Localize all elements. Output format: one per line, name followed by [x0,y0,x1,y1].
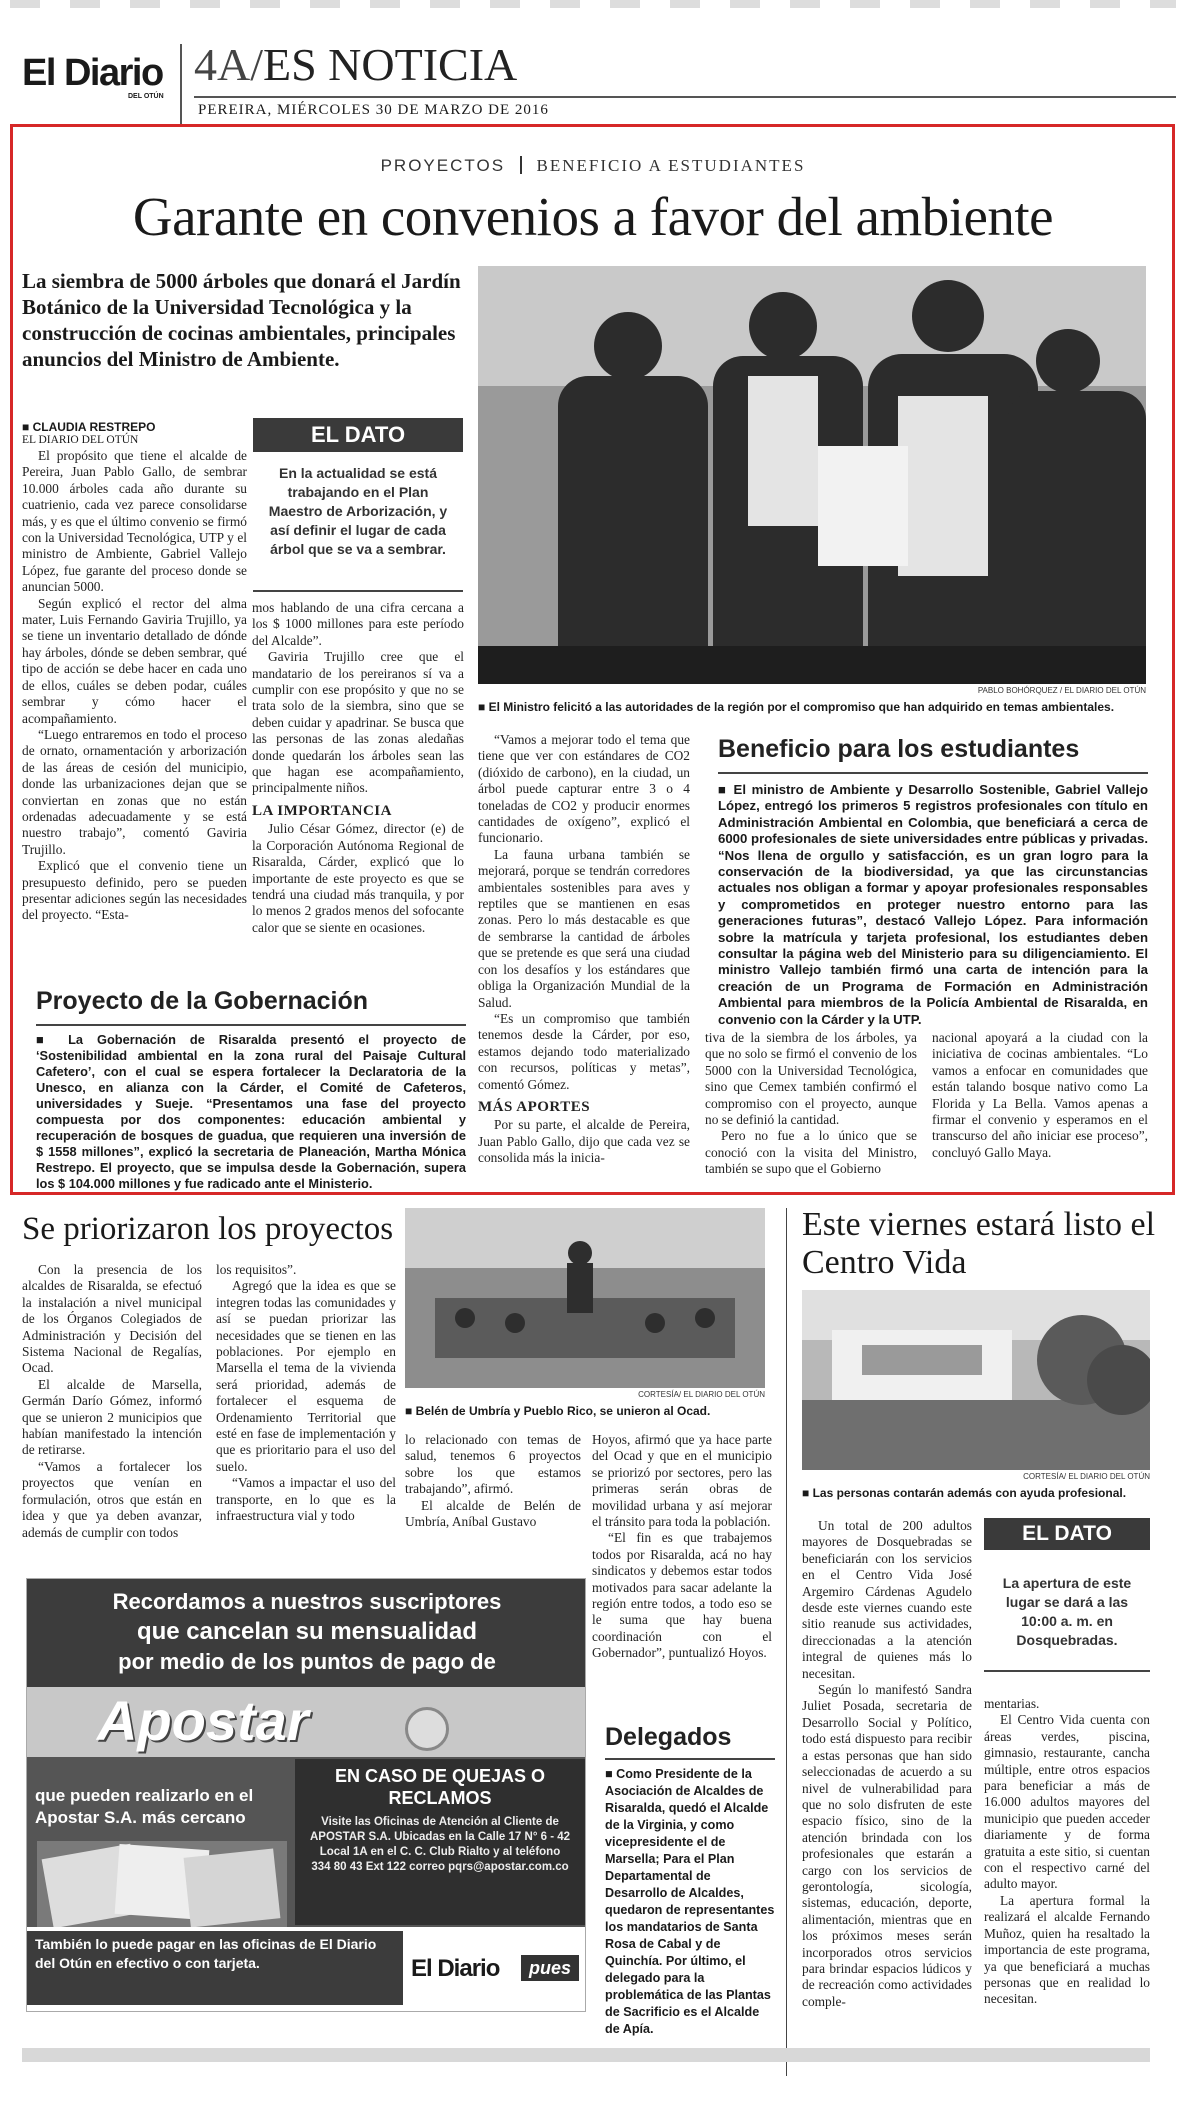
paragraph: “Luego entraremos en todo el proceso de ornato, ornamentación y arborización de las áreas de cesión del municipio, donde las urbanizaciones dejan que se conviertan en zonas que no están ordenadas adecuadamente y se está nuestro trabajo”, comentó Gaviria Trujillo. [22,726,247,857]
main-column-2 [252,600,464,936]
paragraph: Julio César Gómez, director (e) de la Corporación Autónoma Regional de Risaralda, Cárder, explicó que lo importante de este proyecto es que se tendrá una ciudad más tranquila, y por lo menos 2 grados menos del sofocante calor que se siente en ocasiones. [252,821,464,935]
vida-dato-rule [984,1670,1150,1672]
paragraph: Un total de 200 adultos mayores de Dosquebradas se beneficiarán con los servicios en el Centro Vida José Argemiro Cárdenas Agudelo desde este viernes cuando este sitio reanude sus actividades, direccionadas a la atención integral de quienes más lo necesitan. [802,1518,972,1681]
prior-column-1 [22,1262,202,1541]
ad-complaints-text: Visite las Oficinas de Atención al Cliente de APOSTAR S.A. Ubicadas en la Calle 17 N° 6 - 42 Local 1A en el C. C. Club Rialto y al teléfono 334 80 43 Ext 122 correo pqrs@apostar.com.co [309,1816,571,1873]
paragraph: Por su parte, el alcalde de Pereira, Juan Pablo Gallo, dijo que cada vez se consolida más la inicia- [478,1117,690,1166]
subhead-importancia: LA IMPORTANCIA [252,802,392,819]
paragraph: Según explicó el rector del alma mater, Luis Fernando Gaviria Trujillo, ya se tiene un inventario detallado de dónde hay árboles, dónde se deben sembrar, qué tipo de acción se debe hacer en cada uno de ellos, cuáles se deben podar, cuáles sembrar y cómo hacer el acompañamiento. [22,595,247,726]
dato-title: EL DATO [253,418,463,452]
paragraph: mentarias. [984,1696,1040,1711]
gobernacion-rule [36,1024,466,1026]
paragraph: lo relacionado con temas de salud, tenemos 6 proyectos sobre los que estamos trabajando”, afirmó. [405,1432,581,1497]
main-headline: Garante en convenios a favor del ambiente [132,186,1054,247]
delegados-rule [605,1758,775,1760]
byline: CLAUDIA RESTREPO [32,420,156,434]
paragraph: “El fin es que trabajemos todos por Risaralda, acá no hay sindicatos y debemos estar todos motivados para sacar adelante la región entre todos, a todo eso se le suma que hay buena coordinación con el Gobernador”, puntualizó Hoyos. [592,1530,772,1661]
gobernacion-text: ■ La Gobernación de Risaralda presentó el proyecto de ‘Sostenibilidad ambiental en la zona rural del Paisaje Cultural Cafetero’, con el cual se espera fortalecer la Declaratoria de la Unesco, en alianza con la Cárder, el Comité de Cafeteros, universidades y Sueje. “Presentamos una fase del proyecto compuesta por dos componentes: educación ambiental y recuperación de bosques de guadua, que requieren una inversión de $ 1558 millones”, explicó la secretaria de Planeación, Martha Mónica Restrepo. El proyecto, que se impulsa desde la Gobernación, supera los $ 104.000 millones y fue radicado ante el Ministerio. [36,1032,466,1191]
beneficio-body: El ministro de Ambiente y Desarrollo Sostenible, Gabriel Vallejo López, entregó los primeros 5 registros profesionales con título en Administración Ambiental en Colombia, que beneficiará a cerca de 6000 profesionales de siete universidades entre públicas y privadas. “Nos llena de orgullo y satisfacción, es un gran logro para la conservación de la biodiversidad, ya que las circunstancias actuales nos obligan a formar y apoyar profesionales responsables y comprometidos en proteger nuestro entorno para las generaciones futuras”, destacó Vallejo López. Para información sobre la matrícula y tarjeta profesional, los estudiantes deben consultar la página web del Ministerio para su diligenciamiento. El ministro Vallejo también firmó una carta de intención para la creación de un Programa de Formación en Administración Ambiental para miembros de la Policía Ambiental de Risaralda, en convenio con la Cárder y la UTP. [718,782,1148,1027]
paragraph: “Es un compromiso que también tenemos desde la Cárder, por eso, estamos dejando todo materializado con recursos, políticas y metas”, comentó Gómez. [478,1010,690,1092]
paragraph: Según lo manifestó Sandra Juliet Posada, secretaria de Desarrollo Social y Político, todo está dispuesto para recibir a estas personas que han sido seleccionadas de acuerdo a su nivel de vulnerabilidad para que no solo disfruten de este espacio físico, sino de la atención brindada con los profesionales que estarán a cargo con los servicios de gerontología, sicología, sistemas, educación, deporte, alimentación, mientras que en los próximos meses serán incorporados otros servicios para brindar espacios lúdicos y de recreación como actividades comple- [802,1682,972,2009]
page-bottom-band [22,2048,1150,2062]
delegados-title: Delegados [605,1723,732,1751]
prior-column-3 [405,1432,581,1530]
ad-complaints-title: EN CASO DE QUEJAS O RECLAMOS [334,1766,546,1808]
kicker-separator [520,156,522,174]
prior-column-4 [592,1432,772,1662]
masthead-title [194,40,517,90]
paragraph: Explicó que el convenio tiene un presupuesto definido, pero se pueden presentar adiciones según las necesidades del proyecto. “Esta- [22,858,247,923]
prior-photo-credit: CORTESÍA/ EL DIARIO DEL OTÚN [638,1390,765,1399]
delegados-body: Como Presidente de la Asociación de Alcaldes de Risaralda, quedó el Alcalde de la Virginia, y como vicepresidente el de Marsella; Para el Plan Departamental de Desarrollo de Alcaldes, quedaron de representantes los mandatarios de Santa Rosa de Cabal y de Quinchía. Por último, el delegado para la problemática de las Plantas de Sacrificio es el Alcalde de Apía. [605,1767,775,2036]
vida-photo [802,1290,1150,1470]
paragraph: “Vamos a fortalecer los proyectos que venían en formulación, otros que están en idea y que ya deben avanzar, además de cumplir con todos [22,1458,202,1540]
vida-caption-text: Las personas contarán además con ayuda profesional. [812,1486,1127,1500]
paragraph: El alcalde de Belén de Umbría, Aníbal Gustavo [405,1497,581,1530]
dateline: PEREIRA, MIÉRCOLES 30 DE MARZO DE 2016 [198,102,549,118]
prior-headline: Se priorizaron los proyectos [22,1211,394,1247]
gobernacion-body: La Gobernación de Risaralda presentó el proyecto de ‘Sostenibilidad ambiental en la zona rural del Paisaje Cultural Cafetero’, con el cual se espera fortalecer la Declaratoria de la Unesco, en alianza con la Cárder, el Comité de Cafeteros, universidades y Sueje. “Presentamos una fase del proyecto compuesta por dos componentes: educación ambiental y recuperación de bosques de guadua, que requieren una inversión de $ 1558 millones”, explicó la secretaria de Planeación, Martha Mónica Restrepo. El proyecto, que se impulsa desde la Gobernación, supera los $ 104.000 millones y fue radicado ante el Ministerio. [36,1032,466,1191]
vida-column-2 [984,1696,1150,2008]
main-photo-figures [478,266,1146,684]
newspapers-icon [37,1841,287,1927]
prior-photo-caption: ■ Belén de Umbría y Pueblo Rico, se unieron al Ocad. [405,1404,711,1418]
vida-column-1 [802,1518,972,2010]
paragraph: El propósito que tiene el alcalde de Pereira, Juan Pablo Gallo, de sembrar 10.000 árboles cada año durante su cuatrienio, cada vez parece consolidarse más, y es que el último convenio se firmó con la Universidad Tecnológica, UTP y el ministro de Ambiente, Gabriel Vallejo López, fue garante del proceso donde se anuncian 5000. [22,448,247,595]
ad-badge-icon [405,1707,449,1751]
masthead-rule [194,96,1176,98]
paragraph: “Vamos a mejorar todo el tema que tiene que ver con estándares de CO2 (dióxido de carbono), en la ciudad, un árbol puede capturar entre 3 o 4 toneladas de CO2 y producir enormes cantidades de oxígeno”, explicó el funcionario. [478,732,690,846]
paragraph: Gaviria Trujillo cree que el mandatario de los pereiranos sí va a cumplir con ese propósito y que no se trata solo de la siembra, sino que se deben cuidar y apadrinar. Se busca que las personas de las zonas aledañas donde quedarán los árboles sean las que hagan ese acompañamiento, principalmente niños. [252,649,464,796]
vida-headline: Este viernes estará listo el Centro Vida [802,1206,1156,1281]
paragraph: Pero no fue a lo único que se conoció con la visita del Ministro, también se supo que el Gobierno [705,1128,917,1177]
vida-photo-scene [802,1290,1150,1470]
main-column-4 [705,1030,917,1178]
prior-photo [405,1208,765,1388]
page-number: 4A/ [194,39,263,90]
photo-caption: ■ El Ministro felicitó a las autoridades de la región por el compromiso que han adquirido en temas ambientales. [478,700,1115,714]
ad-logo-pues: pues [521,1955,579,1981]
beneficio-text: ■ El ministro de Ambiente y Desarrollo Sostenible, Gabriel Vallejo López, entregó los primeros 5 registros profesionales con título en Administración Ambiental en Colombia, que beneficiará a cerca de 6000 profesionales de siete universidades entre públicas y privadas. “Nos llena de orgullo y satisfacción, es un gran logro para la conservación de la biodiversidad, ya que las circunstancias actuales nos obligan a formar y apoyar profesionales responsables y comprometidos en proteger nuestro entorno para las generaciones futuras”, destacó Vallejo López. Para información sobre la matrícula y tarjeta profesional, los estudiantes deben consultar la página web del Ministerio para su diligenciamiento. El ministro Vallejo también firmó una carta de intención para la creación de un Programa de Formación en Administración Ambiental para miembros de la Policía Ambiental de Risaralda, en convenio con la Cárder y la UTP. [718,782,1148,1027]
paragraph: Hoyos, afirmó que ya hace parte del Ocad y que en el municipio se priorizó por sectores, pero las primeras serán obras de movilidad urbana y así mejorar el tránsito para toda la población. [592,1432,772,1530]
prior-column-2 [216,1262,396,1525]
dato-rule [253,590,463,592]
apostar-ad [26,1578,586,2012]
paragraph: los requisitos”. [216,1262,297,1277]
vida-dato-text: La apertura de este lugar se dará a las 10:00 a. m. en Dosquebradas. [1002,1575,1132,1648]
kicker-left: PROYECTOS [380,156,506,175]
newspaper-logo: El Diario [22,52,163,94]
paragraph: mos hablando de una cifra cercana a los $ 1000 millones para este período del Alcalde”. [252,600,464,648]
byline-org: EL DIARIO DEL OTÚN [22,434,139,446]
prior-caption-text: Belén de Umbría y Pueblo Rico, se unieron al Ocad. [415,1404,711,1418]
scan-artifact [10,0,1176,8]
ad-brand: Apostar [97,1689,309,1752]
main-column-3 [478,732,690,1167]
delegados-text: ■ Como Presidente de la Asociación de Alcaldes de Risaralda, quedó el Alcalde de la Virginia, y como vicepresidente el de Marsella; Para el Plan Departamental de Desarrollo de Alcaldes, quedaron de representantes los mandatarios de Santa Rosa de Cabal y de Quinchía. Por último, el delegado para la problemática de las Plantas de Sacrificio es el Alcalde de Apía. [605,1767,775,2036]
beneficio-rule [718,772,1148,774]
ad-line-3: por medio de los puntos de pago de [118,1649,496,1674]
photo-caption-text: El Ministro felicitó a las autoridades de la región por el compromiso que han adquirido en temas ambientales. [488,700,1115,714]
main-deck: La siembra de 5000 árboles que donará el Jardín Botánico de la Universidad Tecnológica y la construcción de cocinas ambientales, principales anuncios del Ministro de Ambiente. [22,269,461,371]
main-column-1: ■ CLAUDIA RESTREPO EL DIARIO DEL OTÚN El propósito que tiene el alcalde de Pereira, Juan Pablo Gallo, de sembrar 10.000 árboles cada año durante su cuatrienio, cada vez parece consolidarse más, y es que el último convenio se firmó con la Universidad Tecnológica, UTP y el ministro de Ambiente, Gabriel Vallejo López, fue garante del proceso donde se anuncian 5000. Según explicó el rector del alma mater, Luis Fernando Gaviria Trujillo, ya se tiene un inventario detallado de dónde hay árboles, dónde se deben sembrar, qué tipo de acción se debe hacer en cada uno de ellos, cuáles se deben podar, cuáles sembrar y cómo hacer el acompañamiento. “Luego entraremos en todo el proceso de ornato, ornamentación y arborización de las áreas de cesión del municipio, donde las urbanizaciones dejan que se conviertan en zonas que no están ordenadas adecuadamente y se está nuestro trabajo”, comentó Gaviria Trujillo. Explicó que el convenio tiene un presupuesto definido, pero se pueden presentar adiciones según las necesidades del proyecto. “Esta- [22,420,247,923]
ad-pay-text: que pueden realizarlo en el Apostar S.A. más cercano [35,1786,254,1827]
masthead-divider [180,44,182,126]
section-name: ES NOTICIA [263,39,518,90]
paragraph: El alcalde de Marsella, Germán Darío Gómez, informó que se unieron 2 municipios que habían manifestado la intención de retirarse. [22,1376,202,1458]
ad-headline [27,1587,586,1677]
subhead-aportes: MÁS APORTES [478,1098,591,1115]
dato-text: En la actualidad se está trabajando en el Plan Maestro de Arborización, y así definir el lugar de cada árbol que se va a sembrar. [268,465,448,557]
photo-credit: PABLO BOHÓRQUEZ / EL DIARIO DEL OTÚN [977,686,1146,695]
newspaper-logo-sub: DEL OTÚN [128,93,164,100]
column-divider [786,1208,787,2076]
paragraph: Agregó que la idea es que se integren todas las comunidades y así se puedan priorizar las necesidades que se tienen en las poblaciones. Por ejemplo en Marsella el tema de la vivienda será prioridad, además de fortalecer el esquema de Ordenamiento Territorial que esté en fase de implementación y que es prioritario para el uso del suelo. [216,1278,396,1474]
vida-photo-credit: CORTESÍA/ EL DIARIO DEL OTÚN [1023,1472,1150,1481]
paragraph: nacional apoyará a la ciudad con la iniciativa de cocinas ambientales. “Lo vamos a enfocar en comunidades que están talando bosque nativo como La Florida y La Bella. Vamos apenas a firmar el convenio y esperamos en el transcurso del año iniciar ese proceso”, concluyó Gallo Maya. [932,1030,1148,1160]
paragraph: “Vamos a impactar el uso del transporte, en lo que es la infraestructura vial y todo [216,1475,396,1524]
ad-newspapers-image [37,1841,287,1927]
vida-photo-caption: ■ Las personas contarán además con ayuda profesional. [802,1486,1127,1500]
ad-footer-text: También lo puede pagar en las oficinas de El Diario del Otún en efectivo o con tarjeta. [27,1931,403,2005]
gobernacion-title: Proyecto de la Gobernación [36,987,369,1015]
prior-photo-scene [405,1208,765,1388]
paragraph: La fauna urbana también se mejorará, porque se tendrán corredores ambientales sostenibles para aves y reptiles que se mantienen en esas zonas. Pero lo más destacable es que de sembrarse la cantidad de árboles que se pretende es que será una ciudad con los desafíos y los estándares que obliga la Organización Mundial de la Salud. [478,846,690,1010]
paragraph: La apertura formal la realizará el alcalde Fernando Muñoz, quien ha resaltado la importancia de este programa, ya que beneficiará a muchas personas que en realidad lo necesitan. [984,1892,1150,2007]
ad-line-1: Recordamos a nuestros suscriptores [112,1589,502,1614]
ad-line-2: que cancelan su mensualidad [136,1618,478,1645]
main-photo [478,266,1146,684]
main-column-5 [932,1030,1148,1161]
kicker-right: BENEFICIO A ESTUDIANTES [536,156,806,175]
paragraph: Con la presencia de los alcaldes de Risaralda, se efectuó la instalación a nivel municipal de los Órganos Colegiados de Administración y Decisión del Sistema Nacional de Regalías, Ocad. [22,1262,202,1376]
kicker [0,156,1186,176]
ad-logo-diario: El Diario [411,1955,500,1982]
paragraph: tiva de la siembra de los árboles, ya que no solo se firmó el convenio de los 5000 con la Universidad Tecnológica, sino que Cemex también confirmó el compromiso con el proyecto, aunque no se definió la cantidad. [705,1030,917,1128]
beneficio-title: Beneficio para los estudiantes [718,735,1080,763]
vida-dato-title: EL DATO [984,1518,1150,1550]
paragraph: El Centro Vida cuenta con áreas verdes, piscina, gimnasio, restaurante, cancha múltiple, entre otros espacios para beneficiar a más de 16.000 adultos mayores del municipio que pueden acceder diariamente y de forma gratuita a este sitio, si cuentan con el respectivo carné del adulto mayor. [984,1712,1150,1892]
